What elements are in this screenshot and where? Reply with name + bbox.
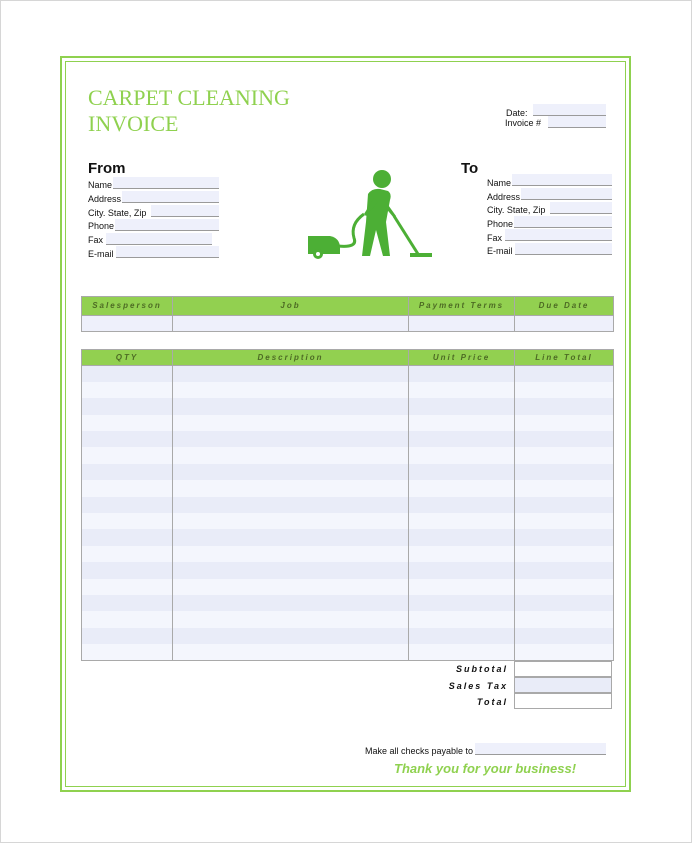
- qty-cell[interactable]: [82, 628, 173, 644]
- table-row: [82, 398, 614, 414]
- to-fax-field[interactable]: [505, 229, 612, 241]
- line-total-cell[interactable]: [515, 366, 614, 382]
- line-total-cell[interactable]: [515, 480, 614, 496]
- sales-tax-label: Sales Tax: [448, 681, 508, 691]
- unit-price-cell[interactable]: [409, 579, 515, 595]
- description-cell[interactable]: [173, 611, 409, 627]
- description-cell[interactable]: [173, 447, 409, 463]
- table-row: [82, 611, 614, 627]
- qty-cell[interactable]: [82, 579, 173, 595]
- description-cell[interactable]: [173, 562, 409, 578]
- to-phone-label: Phone: [487, 219, 514, 229]
- subtotal-label: Subtotal: [456, 664, 508, 674]
- to-heading: To: [461, 160, 479, 177]
- from-name-field[interactable]: [113, 177, 219, 189]
- qty-cell[interactable]: [82, 480, 173, 496]
- description-cell[interactable]: [173, 644, 409, 660]
- qty-cell[interactable]: [82, 644, 173, 660]
- qty-cell[interactable]: [82, 431, 173, 447]
- line-total-cell[interactable]: [515, 513, 614, 529]
- subtotal-field[interactable]: [514, 661, 612, 677]
- to-name-label: Name: [487, 178, 512, 188]
- to-address-label: Address: [487, 192, 521, 202]
- line-total-header: Line Total: [515, 350, 614, 366]
- total-label: Total: [476, 697, 508, 707]
- invoice-number-label: Invoice #: [505, 118, 542, 128]
- unit-price-cell[interactable]: [409, 595, 515, 611]
- table-row: [82, 415, 614, 431]
- from-email-field[interactable]: [116, 246, 219, 258]
- description-cell[interactable]: [173, 628, 409, 644]
- table-row: [82, 529, 614, 545]
- line-total-cell[interactable]: [515, 579, 614, 595]
- from-fax-label: Fax: [88, 235, 104, 245]
- invoice-title: [88, 85, 290, 137]
- description-cell[interactable]: [173, 398, 409, 414]
- unit-price-cell[interactable]: [409, 480, 515, 496]
- line-total-cell[interactable]: [515, 562, 614, 578]
- line-total-cell[interactable]: [515, 546, 614, 562]
- table-row: [82, 595, 614, 611]
- unit-price-cell[interactable]: [409, 546, 515, 562]
- description-cell[interactable]: [173, 480, 409, 496]
- description-cell[interactable]: [173, 546, 409, 562]
- description-cell[interactable]: [173, 415, 409, 431]
- to-email-field[interactable]: [515, 243, 612, 255]
- unit-price-cell[interactable]: [409, 562, 515, 578]
- line-total-cell[interactable]: [515, 595, 614, 611]
- line-total-cell[interactable]: [515, 415, 614, 431]
- qty-cell[interactable]: [82, 382, 173, 398]
- thank-you-message: Thank you for your business!: [394, 761, 577, 776]
- unit-price-cell[interactable]: [409, 513, 515, 529]
- unit-price-cell[interactable]: [409, 611, 515, 627]
- sales-tax-field[interactable]: [514, 677, 612, 693]
- description-cell[interactable]: [173, 382, 409, 398]
- unit-price-cell[interactable]: [409, 382, 515, 398]
- job-cell[interactable]: [173, 316, 409, 332]
- line-total-cell[interactable]: [515, 529, 614, 545]
- unit-price-cell[interactable]: [409, 431, 515, 447]
- from-city-label: City. State, Zip: [88, 208, 147, 218]
- qty-cell[interactable]: [82, 447, 173, 463]
- date-label: Date:: [506, 108, 528, 118]
- from-heading: From: [88, 160, 126, 177]
- payable-to-field[interactable]: [475, 743, 606, 755]
- from-city-field[interactable]: [151, 205, 219, 217]
- table-row: [82, 579, 614, 595]
- unit-price-cell[interactable]: [409, 529, 515, 545]
- total-field[interactable]: [514, 693, 612, 709]
- description-cell[interactable]: [173, 464, 409, 480]
- to-name-field[interactable]: [512, 174, 612, 186]
- description-header: Description: [173, 350, 409, 366]
- line-total-cell[interactable]: [515, 398, 614, 414]
- due-date-header: Due Date: [515, 297, 614, 316]
- table-row: [82, 447, 614, 463]
- to-phone-field[interactable]: [514, 216, 612, 228]
- unit-price-cell[interactable]: [409, 497, 515, 513]
- invoice-number-field[interactable]: [548, 116, 606, 128]
- qty-cell[interactable]: [82, 415, 173, 431]
- qty-header: QTY: [82, 350, 173, 366]
- unit-price-cell[interactable]: [409, 366, 515, 382]
- qty-cell[interactable]: [82, 497, 173, 513]
- description-cell[interactable]: [173, 595, 409, 611]
- line-total-cell[interactable]: [515, 611, 614, 627]
- title-line-1: CARPET CLEANING: [88, 85, 290, 110]
- qty-cell[interactable]: [82, 513, 173, 529]
- line-total-cell[interactable]: [515, 628, 614, 644]
- to-city-label: City. State, Zip: [487, 205, 546, 215]
- unit-price-header: Unit Price: [409, 350, 515, 366]
- description-cell[interactable]: [173, 431, 409, 447]
- table-row: [82, 644, 614, 660]
- unit-price-cell[interactable]: [409, 464, 515, 480]
- table-row: [82, 382, 614, 398]
- qty-cell[interactable]: [82, 398, 173, 414]
- description-cell[interactable]: [173, 579, 409, 595]
- table-row: [82, 431, 614, 447]
- description-cell[interactable]: [173, 366, 409, 382]
- unit-price-cell[interactable]: [409, 644, 515, 660]
- from-fax-field[interactable]: [106, 233, 212, 245]
- salesperson-header: Salesperson: [82, 297, 173, 316]
- description-cell[interactable]: [173, 513, 409, 529]
- due-date-cell[interactable]: [515, 316, 614, 332]
- unit-price-cell[interactable]: [409, 398, 515, 414]
- to-city-field[interactable]: [550, 202, 612, 214]
- table-row: [82, 497, 614, 513]
- from-email-label: E-mail: [88, 249, 114, 259]
- title-line-2: INVOICE: [88, 111, 179, 136]
- line-total-cell[interactable]: [515, 382, 614, 398]
- line-items-table: [81, 349, 614, 661]
- line-total-cell[interactable]: [515, 644, 614, 660]
- payment-terms-header: Payment Terms: [409, 297, 515, 316]
- table-row: [82, 480, 614, 496]
- from-address-field[interactable]: [122, 191, 219, 203]
- order-info-table: [81, 296, 614, 332]
- payable-to-label: Make all checks payable to: [365, 746, 474, 756]
- qty-cell[interactable]: [82, 546, 173, 562]
- table-row: [82, 628, 614, 644]
- description-cell[interactable]: [173, 529, 409, 545]
- line-total-cell[interactable]: [515, 464, 614, 480]
- line-total-cell[interactable]: [515, 431, 614, 447]
- from-phone-label: Phone: [88, 221, 115, 231]
- from-name-label: Name: [88, 180, 113, 190]
- line-total-cell[interactable]: [515, 497, 614, 513]
- date-field[interactable]: [533, 104, 606, 116]
- qty-cell[interactable]: [82, 611, 173, 627]
- to-fax-label: Fax: [487, 233, 503, 243]
- salesperson-cell[interactable]: [82, 316, 173, 332]
- description-cell[interactable]: [173, 497, 409, 513]
- table-row: [82, 546, 614, 562]
- qty-cell[interactable]: [82, 595, 173, 611]
- qty-cell[interactable]: [82, 366, 173, 382]
- to-address-field[interactable]: [521, 188, 612, 200]
- payment-terms-cell[interactable]: [409, 316, 515, 332]
- unit-price-cell[interactable]: [409, 415, 515, 431]
- table-row: [82, 366, 614, 382]
- table-row: [82, 464, 614, 480]
- table-row: [82, 562, 614, 578]
- qty-cell[interactable]: [82, 562, 173, 578]
- from-address-label: Address: [88, 194, 122, 204]
- to-email-label: E-mail: [487, 246, 513, 256]
- line-total-cell[interactable]: [515, 447, 614, 463]
- table-row: [82, 513, 614, 529]
- job-header: Job: [173, 297, 409, 316]
- from-phone-field[interactable]: [115, 219, 219, 231]
- qty-cell[interactable]: [82, 464, 173, 480]
- vacuum-cleaner-person-icon: [306, 168, 432, 260]
- qty-cell[interactable]: [82, 529, 173, 545]
- unit-price-cell[interactable]: [409, 628, 515, 644]
- unit-price-cell[interactable]: [409, 447, 515, 463]
